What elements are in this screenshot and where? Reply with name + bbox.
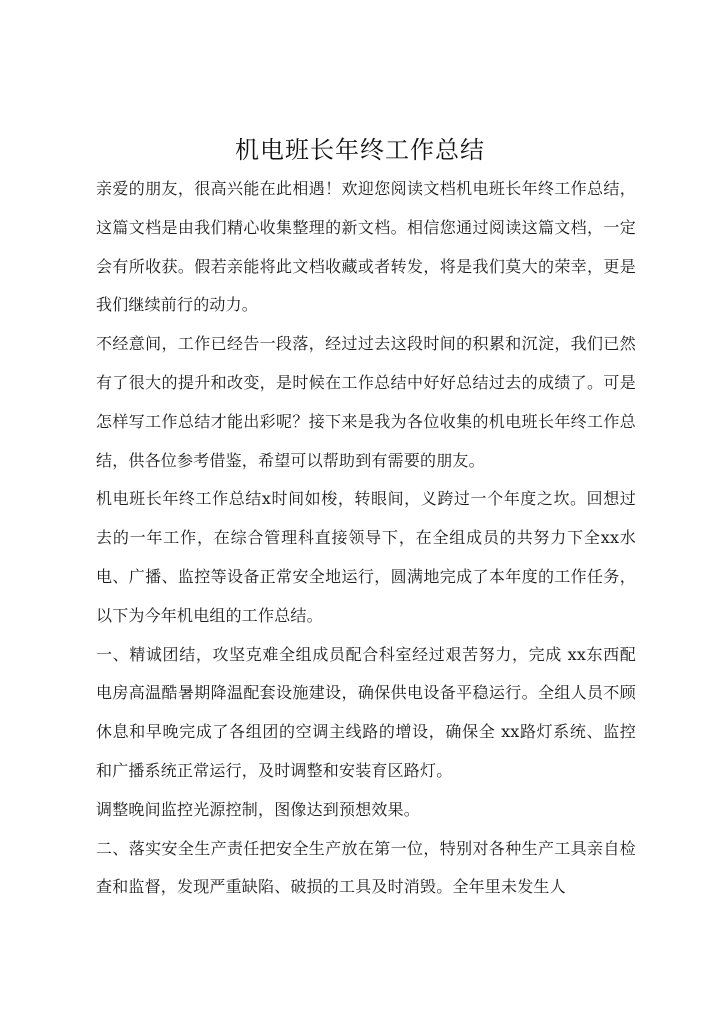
paragraph-preface: 不经意间，工作已经告一段落，经过过去这段时间的积累和沉淀，我们已然有了很大的提升和改变，是时候在工作总结中好好总结过去的成绩了。可是怎样写工作总结才能出彩呢？接下来是我为各位收集的机电班长年终工作总结，供各位参考借鉴，希望可以帮助到有需要的朋友。 [96,334,636,470]
paragraph-overview: 机电班长年终工作总结x时间如梭，转眼间，义跨过一个年度之坎。回想过去的一年工作，在综合管理科直接领导下，在全组成员的共努力下全xx水电、广播、监控等设备正常安全地运行，圆满地完成了本年度的工作任务，以下为今年机电组的工作总结。 [96,489,636,625]
paragraph-section-2: 二、落实安全生产责任把安全生产放在第一位，特别对各种生产工具亲自检查和监督，发现严重缺陷、破损的工具及时消毁。全年里未发生人 [96,838,636,897]
document-body [96,170,636,907]
paragraph-intro: 亲爱的朋友，很高兴能在此相遇！欢迎您阅读文档机电班长年终工作总结，这篇文档是由我们精心收集整理的新文档。相信您通过阅读这篇文档，一定会有所收获。假若亲能将此文档收藏或者转发，将是我们莫大的荣幸，更是我们继续前行的动力。 [96,179,636,315]
document-title: 机电班长年终工作总结 [235,136,485,164]
paragraph-section-1: 一、精诚团结，攻坚克难全组成员配合科室经过艰苦努力，完成 xx东西配电房高温酷暑期降温配套设施建设，确保供电设备平稳运行。全组人员不顾休息和早晚完成了各组团的空调主线路的增设，确保全 xx路灯系统、监控和广播系统正常运行，及时调整和安装育区路灯。 [96,644,636,780]
paragraph-section-1-continued: 调整晚间监控光源控制，图像达到预想效果。 [96,799,421,819]
